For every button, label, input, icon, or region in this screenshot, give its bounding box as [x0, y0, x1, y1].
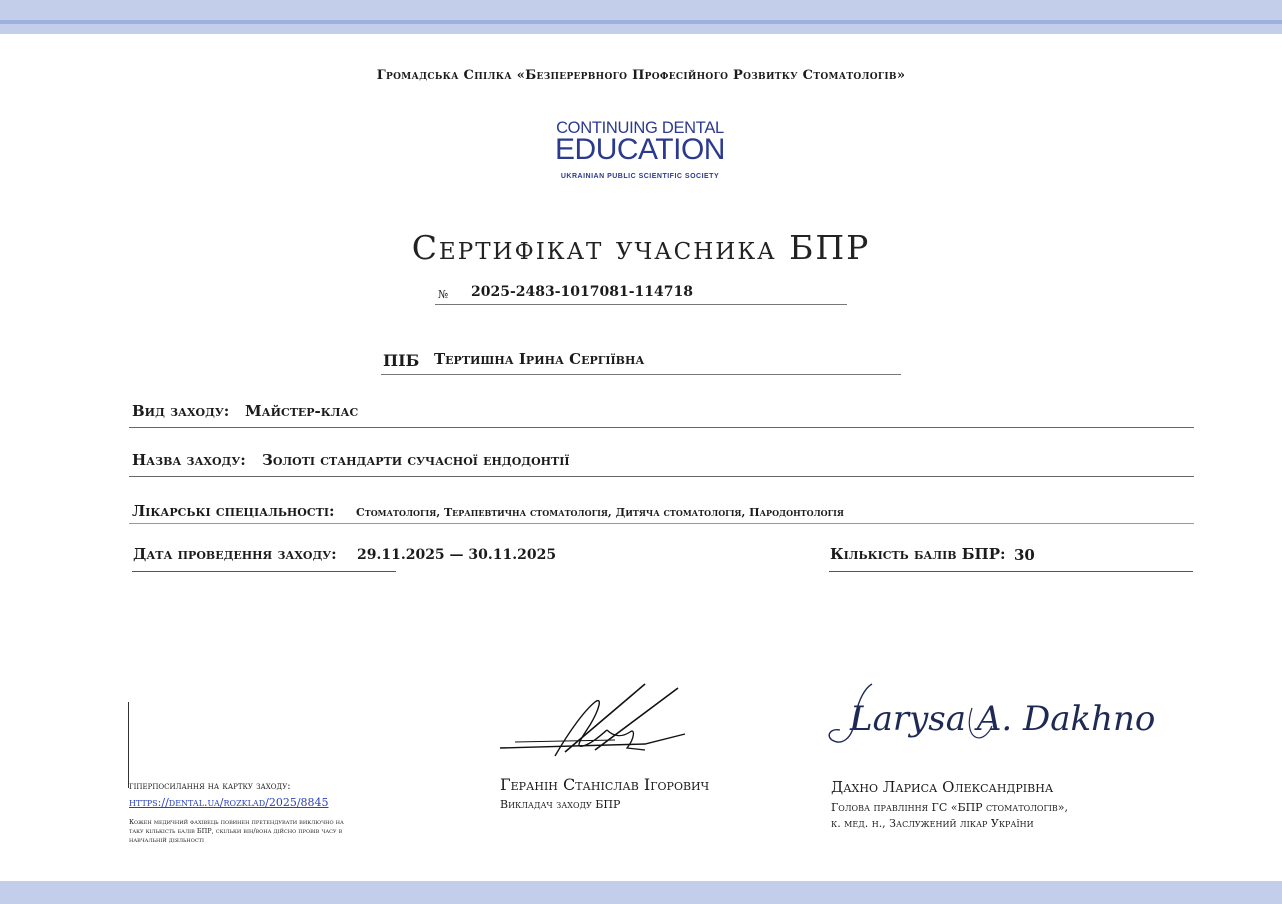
specialties-list: Стоматологія, Терапевтична стоматологія, Дитяча стоматологія, Пародонтологія: [356, 506, 844, 519]
lecturer-name: Геранін Станіслав Ігорович: [500, 775, 710, 794]
chairwoman-signature: [822, 678, 1156, 758]
footer-note: Кожен медичний фахівець повинен претендувати виключно на таку кількість балів БПР, скільки він/вона дійсно провів часу в навчальній діяльності: [129, 818, 344, 844]
participant-row: [381, 350, 901, 375]
chairwoman-signature-text: Larysa A. Dakhno: [850, 699, 1156, 739]
event-name-label: Назва заходу:: [132, 451, 246, 469]
event-link-label: гіперпосилання на картку заходу:: [129, 781, 291, 792]
top-border-band: [0, 0, 1282, 20]
participant-label: ПІБ: [383, 351, 420, 370]
certificate-number-row: [435, 284, 847, 305]
logo-line1: CONTINUING DENTAL: [556, 119, 724, 137]
lecturer-role: Викладач заходу БПР: [500, 798, 621, 811]
date-label: Дата проведення заходу:: [133, 545, 337, 563]
points-value: 30: [1014, 546, 1035, 564]
qr-placeholder-edge: [128, 702, 129, 788]
top-border-band-lower: [0, 24, 1282, 34]
chairwoman-name: Дахно Лариса Олександрівна: [831, 778, 1054, 796]
cde-logo: [520, 114, 760, 184]
event-name: Золоті стандарти сучасної ендодонтії: [262, 451, 570, 469]
event-type: Майстер-клас: [245, 402, 359, 420]
specialties-label: Лікарські спеціальності:: [132, 502, 335, 520]
organization-name: Громадська Спілка «Безперервного Професійного Розвитку Стоматологів»: [376, 68, 906, 83]
certificate-title: Сертифікат учасника БПР: [411, 228, 871, 267]
points-row: [829, 545, 1193, 572]
specialties-row: [129, 500, 1194, 524]
certificate-number-label: №: [438, 288, 449, 301]
date-underline: [132, 571, 396, 572]
bottom-border-band: [0, 881, 1282, 904]
logo-line3: UKRAINIAN PUBLIC SCIENTIFIC SOCIETY: [560, 173, 720, 180]
event-date: 29.11.2025 — 30.11.2025: [357, 547, 557, 563]
event-name-row: [129, 449, 1194, 477]
chairwoman-role-line2: к. мед. н., Заслужений лікар України: [831, 817, 1034, 830]
points-label: Кількість балів БПР:: [830, 545, 1006, 563]
event-type-row: [129, 400, 1194, 428]
certificate-number: 2025-2483-1017081-114718: [471, 284, 693, 300]
lecturer-signature: [495, 680, 695, 760]
logo-line2: EDUCATION: [555, 133, 725, 166]
event-link[interactable]: https://dental.ua/rozklad/2025/8845: [129, 796, 329, 809]
participant-name: Тертишна Ірина Сергіївна: [434, 350, 645, 368]
chairwoman-role-line1: Голова правління ГС «БПР стоматологів»,: [831, 801, 1069, 814]
event-type-label: Вид заходу:: [132, 402, 230, 420]
